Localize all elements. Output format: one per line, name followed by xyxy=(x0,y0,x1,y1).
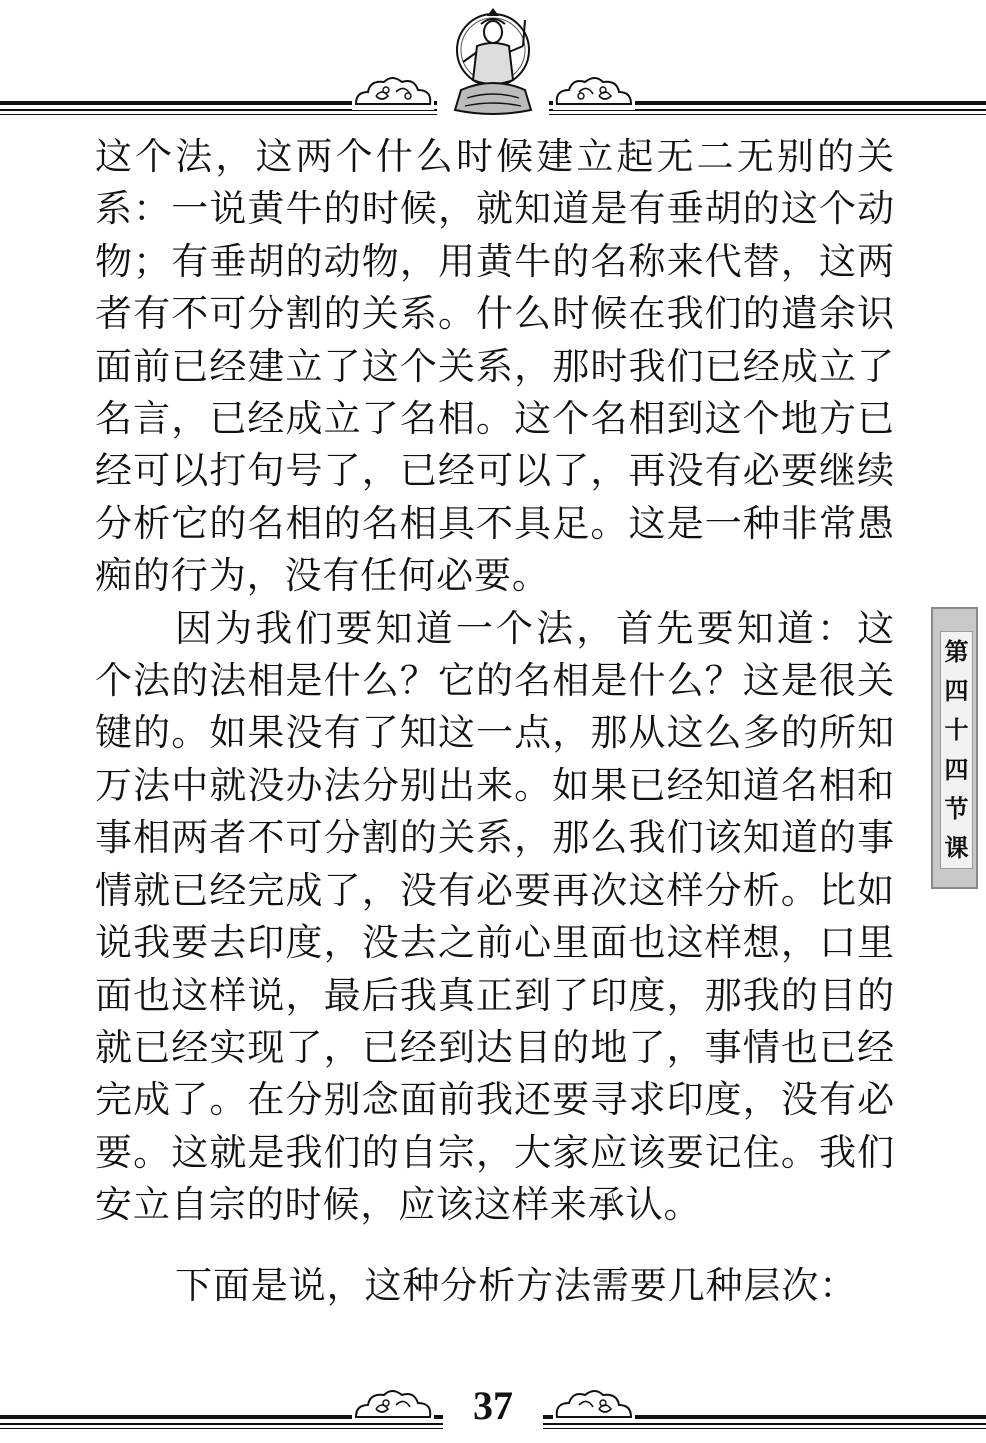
page-header xyxy=(0,0,986,125)
side-tab-char: 课 xyxy=(944,833,969,863)
deity-figure-icon xyxy=(437,6,549,118)
side-tab-char: 十 xyxy=(944,715,969,745)
paragraph: 下面是说，这种分析方法需要几种层次： xyxy=(175,1263,858,1307)
side-tab-char: 四 xyxy=(944,675,969,705)
side-tab-char: 四 xyxy=(944,754,969,784)
page-footer xyxy=(0,1370,986,1443)
paragraph: 因为我们要知道一个法，首先要知道：这个法的法相是什么？它的名相是什么？这是很关键的。如果没有了知这一点，那从这么多的所知万法中就没办法分别出来。如果已经知道名相和事相两者不可分割的关系，那么我们该知道的事情就已经完成了，没有必要再次这样分析。比如说我要去印度，没去之前心里面也这样想，口里面也这样说，最后我真正到了印度，那我的目的就已经实现了，已经到达目的地了，事情也已经完成了。在分别念面前我还要寻求印度，没有必要。这就是我们的自宗，大家应该要记住。我们安立自宗的时候，应该这样来承认。 xyxy=(95,606,895,1227)
cloud-ornament-icon xyxy=(553,1387,635,1423)
paragraph: 这个法，这两个什么时候建立起无二无别的关系：一说黄牛的时候，就知道是有垂胡的这个动物；有垂胡的动物，用黄牛的名称来代替，这两者有不可分割的关系。什么时候在我们的遣余识面前已经建立了这个关系，那时我们已经成立了名言，已经成立了名相。这个名相到这个地方已经可以打句号了，已经可以了，再没有必要继续分析它的名相的名相具不具足。这是一种非常愚痴的行为，没有任何必要。 xyxy=(95,135,895,598)
side-tab-char: 节 xyxy=(944,793,969,823)
page-number: 37 xyxy=(443,1382,543,1430)
chapter-side-tab-label xyxy=(940,631,973,869)
chapter-side-tab xyxy=(931,607,978,889)
cloud-ornament-icon xyxy=(352,1387,434,1423)
body-text xyxy=(95,131,895,1312)
cloud-ornament-icon xyxy=(553,74,635,110)
cloud-ornament-icon xyxy=(352,74,434,110)
side-tab-char: 第 xyxy=(944,636,969,666)
